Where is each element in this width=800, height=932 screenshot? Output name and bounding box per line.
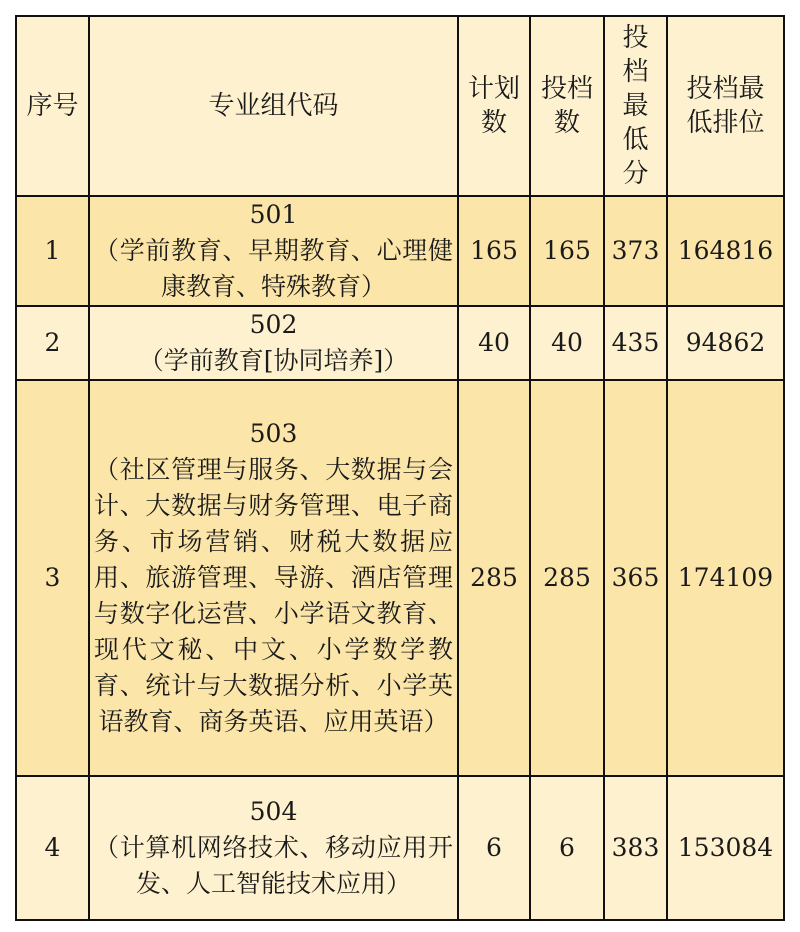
- cell-admit: 165: [530, 196, 604, 306]
- cell-score: 373: [604, 196, 667, 306]
- header-seq: 序号: [16, 16, 89, 196]
- cell-group: [89, 196, 458, 306]
- cell-plan: 6: [458, 776, 530, 920]
- admission-table: [15, 15, 785, 921]
- group-majors: （学前教育、早期教育、心理健康教育、特殊教育）: [94, 236, 453, 301]
- cell-score: 435: [604, 306, 667, 380]
- cell-seq: 2: [16, 306, 89, 380]
- group-majors: （社区管理与服务、大数据与会计、大数据与财务管理、电子商务、市场营销、财税大数据应用、旅游管理、导游、酒店管理与数字化运营、小学语文教育、现代文秘、中文、小学数学教育、统计与大数据分析、小学英语教育、商务英语、应用英语）: [94, 455, 453, 736]
- cell-group: [89, 776, 458, 920]
- cell-rank: 164816: [667, 196, 784, 306]
- group-code: 503: [249, 419, 298, 448]
- admission-table-wrapper: [15, 15, 785, 921]
- cell-admit: 40: [530, 306, 604, 380]
- cell-group: [89, 380, 458, 776]
- cell-plan: 40: [458, 306, 530, 380]
- cell-seq: 4: [16, 776, 89, 920]
- cell-plan: 165: [458, 196, 530, 306]
- cell-plan: 285: [458, 380, 530, 776]
- header-admit-count: 投档数: [530, 16, 604, 196]
- cell-group: [89, 306, 458, 380]
- cell-admit: 6: [530, 776, 604, 920]
- cell-rank: 153084: [667, 776, 784, 920]
- cell-admit: 285: [530, 380, 604, 776]
- table-row: [16, 776, 784, 920]
- group-majors: （计算机网络技术、移动应用开发、人工智能技术应用）: [94, 833, 453, 898]
- cell-rank: 174109: [667, 380, 784, 776]
- table-row: [16, 196, 784, 306]
- header-min-rank: 投档最低排位: [667, 16, 784, 196]
- header-plan-count: 计划数: [458, 16, 530, 196]
- cell-seq: 1: [16, 196, 89, 306]
- cell-rank: 94862: [667, 306, 784, 380]
- cell-score: 383: [604, 776, 667, 920]
- group-code: 504: [249, 797, 298, 826]
- header-row: [16, 16, 784, 196]
- group-code: 501: [249, 200, 298, 229]
- header-group-code: 专业组代码: [89, 16, 458, 196]
- table-row: [16, 380, 784, 776]
- header-min-score: 投档最低分: [604, 16, 667, 196]
- group-majors: （学前教育[协同培养]）: [138, 346, 409, 375]
- cell-seq: 3: [16, 380, 89, 776]
- table-row: [16, 306, 784, 380]
- group-code: 502: [249, 310, 298, 339]
- cell-score: 365: [604, 380, 667, 776]
